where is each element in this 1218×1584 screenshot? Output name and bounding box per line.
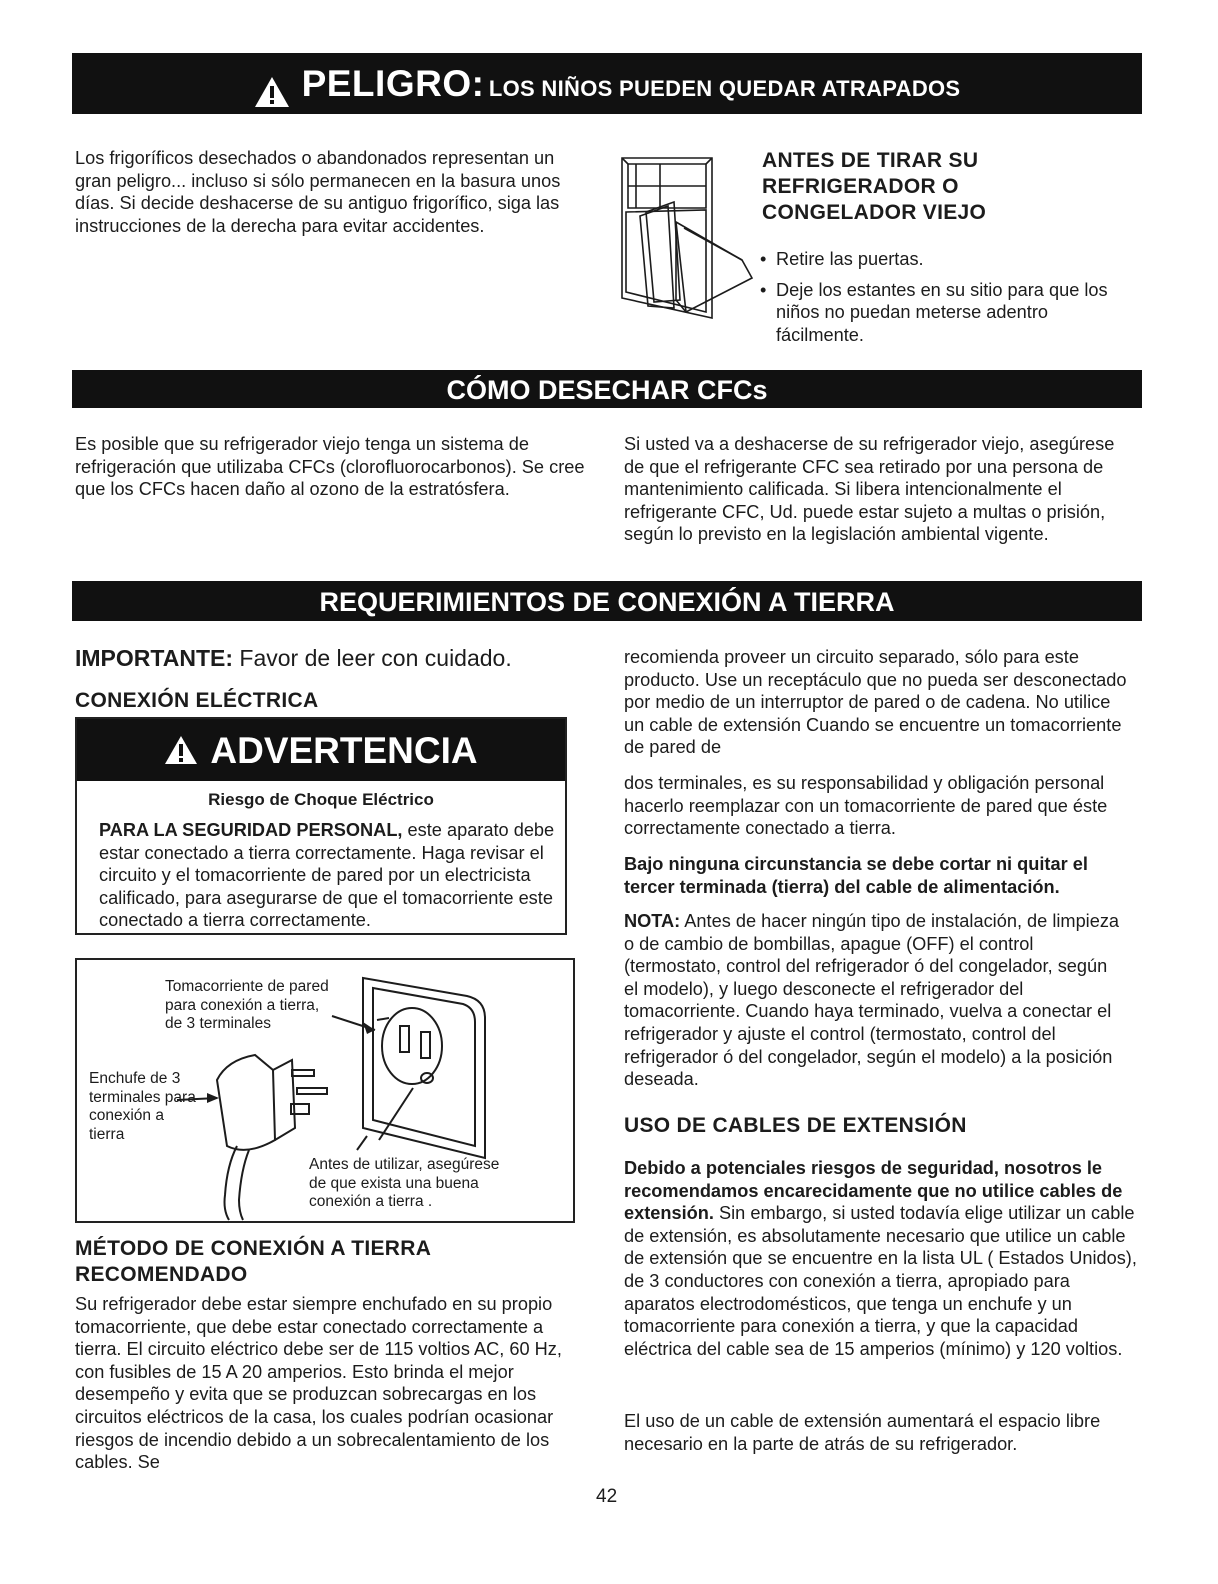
peligro-subheading	[762, 148, 986, 226]
label-check-line1: Antes de utilizar, asegúrese	[309, 1156, 500, 1173]
label-plug-line3: conexión a	[89, 1107, 164, 1124]
extension-paragraph-2: El uso de un cable de extensión aumentará el espacio libre necesario en la parte de atrás de su refrigerador.	[624, 1411, 1101, 1454]
warning-bold-lead: PARA LA SEGURIDAD PERSONAL,	[99, 820, 403, 840]
peligro-title: PELIGRO:	[301, 63, 485, 104]
right-paragraph-2: dos terminales, es su responsabilidad y obligación personal hacerlo reemplazar con un tomacorriente de pared que éste correctamente conectado a tierra.	[624, 773, 1108, 839]
right-bold-warning: Bajo ninguna circunstancia se debe cortar ni quitar el tercer terminada (tierra) del cable de alimentación.	[624, 854, 1088, 897]
metodo-heading	[75, 1236, 431, 1288]
extension-paragraph	[624, 1157, 1139, 1360]
right-paragraph-1: recomienda proveer un circuito separado, sólo para este producto. Use un receptáculo que no pueda ser desconectado por medio de un interruptor de pared o de cadena. No utilice un cable de extensión Cuando se encuentre un tomacorriente de pared de	[624, 647, 1127, 758]
label-plug-line4: tierra	[89, 1125, 125, 1143]
peligro-intro: Los frigoríficos desechados o abandonados representan un gran peligro... incluso si sólo permanecen en la basura unos días. Si decide deshacerse de su antiguo frigorífico, siga las instrucciones de la derecha para evitar accidentes.	[75, 148, 561, 236]
label-outlet	[165, 978, 329, 1034]
label-plug-line2: terminales para	[89, 1088, 196, 1106]
cfc-banner	[72, 370, 1142, 408]
list-item: • Deje los estantes en su sitio para que los niños no puedan meterse adentro fácilmente.	[760, 279, 1130, 347]
peligro-banner	[72, 53, 1142, 114]
importante-text: Favor de leer con cuidado.	[233, 645, 512, 671]
metodo-heading-line1: MÉTODO DE CONEXIÓN A TIERRA	[75, 1237, 432, 1260]
warning-text	[99, 819, 555, 932]
page-number: 42	[596, 1486, 618, 1507]
peligro-subheading-line3: CONGELADOR VIEJO	[762, 201, 987, 224]
metodo-text: Su refrigerador debe estar siempre enchufado en su propio tomacorriente, que debe estar conectado correctamente a tierra. El circuito eléctrico debe ser de 115 voltios AC, 60 Hz, con fusibles de 15 A 20 amperios. Esto brinda el mejor desempeño y evita que se produzcan sobrecargas en los circuitos eléctricos de la casa, los cuales podrían ocasionar riesgos de incendio debido a un sobrecalentamiento de los cables. Se	[75, 1294, 562, 1473]
label-check	[309, 1156, 499, 1212]
warning-body: este aparato debe estar conectado a tierra correctamente. Haga revisar el circuito y el tomacorriente de pared por un electricista calificado, para asegurarse de que el tomacorriente este conectado a tierra correctamente.	[99, 820, 555, 931]
cfc-right-text: Si usted va a deshacerse de su refrigerador viejo, asegúrese de que el refrigerante CFC sea retirado por una persona de mantenimiento calificada. Si libera intencionalmente el refrigerante CFC, Ud. puede estar sujeto a multas o prisión, según lo previsto en la legislación ambiental vigente.	[624, 434, 1115, 545]
warning-triangle-icon	[164, 735, 198, 765]
extension-text: Sin embargo, si usted todavía elige utilizar un cable de extensión, es absolutamente necesario que utilice un cable de extensión que se encuentre en la lista UL ( Estados Unidos), de 3 conductores con conexión a tierra, apropiado para aparatos electrodomésticos, que tenga un enchufe y un tomacorriente para conexión a tierra, y que la capacidad eléctrica del cable sea de 15 amperios (mínimo) y 120 voltios.	[624, 1203, 1137, 1359]
conexion-electrica-heading: CONEXIÓN ELÉCTRICA	[75, 689, 319, 712]
cfc-title: CÓMO DESECHAR CFCs	[446, 375, 768, 405]
refrigerator-illustration	[614, 150, 756, 322]
extension-heading: USO DE CABLES DE EXTENSIÓN	[624, 1114, 967, 1137]
extension-bold: Debido a potenciales riesgos de seguridad, nosotros le recomendamos encarecidamente que no utilice cables de extensión.	[624, 1158, 1123, 1224]
label-outlet-line1: Tomacorriente de pared	[165, 978, 329, 995]
importante-label: IMPORTANTE:	[75, 645, 234, 671]
peligro-subheading-line1: ANTES DE TIRAR SU	[762, 149, 979, 172]
label-outlet-line3: de 3 terminales	[165, 1015, 271, 1032]
tierra-banner	[72, 581, 1142, 621]
label-plug-line1: Enchufe de 3	[89, 1070, 181, 1087]
label-check-line2: de que exista una buena	[309, 1174, 479, 1192]
label-check-line3: conexión a tierra .	[309, 1193, 433, 1210]
grounding-diagram	[75, 958, 575, 1223]
warning-triangle-icon	[254, 76, 290, 108]
peligro-bullet-list	[760, 248, 1130, 354]
peligro-subtitle: LOS NIÑOS PUEDEN QUEDAR ATRAPADOS	[488, 76, 961, 101]
nota-paragraph	[624, 910, 1124, 1091]
warning-subtitle: Riesgo de Choque Eléctrico	[208, 790, 434, 809]
tierra-title: REQUERIMIENTOS DE CONEXIÓN A TIERRA	[319, 587, 895, 617]
metodo-heading-line2: RECOMENDADO	[75, 1263, 248, 1286]
importante-line	[75, 644, 512, 672]
nota-label: NOTA:	[624, 911, 681, 931]
label-plug	[89, 1070, 196, 1144]
warning-box	[75, 717, 567, 935]
label-outlet-line2: para conexión a tierra,	[165, 996, 320, 1014]
warning-header	[77, 719, 565, 781]
peligro-subheading-line2: REFRIGERADOR O	[762, 175, 959, 198]
warning-title: ADVERTENCIA	[210, 730, 478, 771]
cfc-left-text: Es posible que su refrigerador viejo tenga un sistema de refrigeración que utilizaba CFCs (clorofluorocarbonos). Se cree que los CFCs hacen daño al ozono de la estratósfera.	[75, 434, 585, 500]
nota-text: Antes de hacer ningún tipo de instalación, de limpieza o de cambio de bombillas, apague (OFF) el control (termostato, control del refrigerador ó del congelador, según el modelo), y luego desconecte el refrigerador del tomacorriente. Cuando haya terminado, vuelva a conectar el refrigerador y ajuste el control (termostato, control del refrigerador ó del congelador, según el modelo) a la posición deseada.	[624, 911, 1120, 1090]
list-item: • Retire las puertas.	[760, 248, 1130, 271]
